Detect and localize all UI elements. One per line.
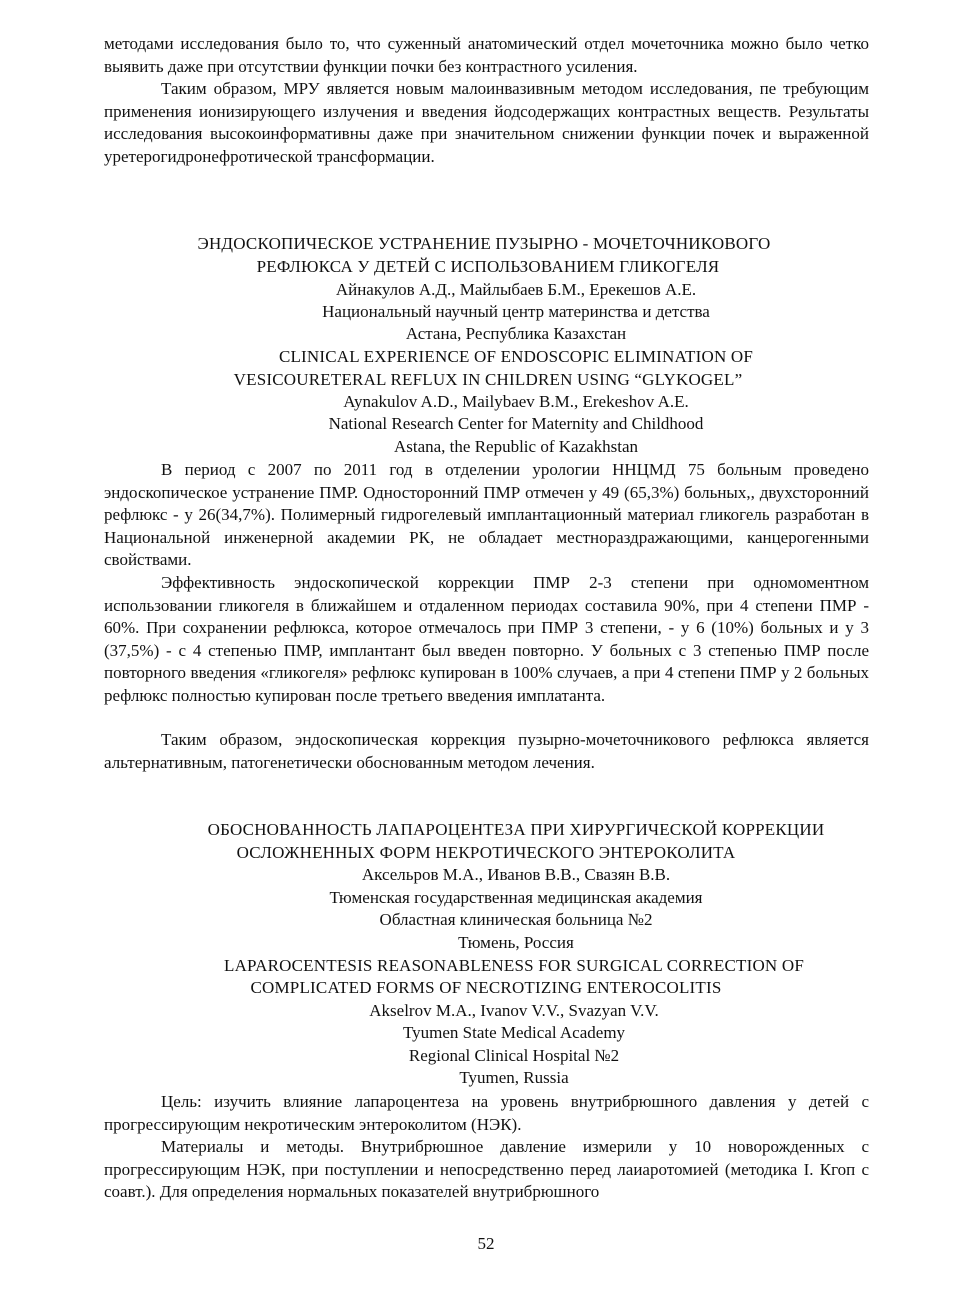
article-1-city-en: Astana, the Republic of Kazakhstan [393,437,639,456]
article-1-body-paragraph-1: В период с 2007 по 2011 год в отделении урологии ННЦМД 75 больным проведено эндоскопическое устранение ПМР. Односторонний ПМР отмечен у 49 (65,3%) больных,, двухсторонний рефлюкс - у 26(34,7%). Полимерный гидрогелевый имплантационный материал гликогель разработан в Национальной инженерной академии РК, не обладает местнораздражающими, канцерогенными свойствами. [104,460,869,569]
article-2-institution-en-2: Regional Clinical Hospital №2 [408,1046,620,1065]
article-2-city-en: Tyumen, Russia [459,1068,569,1087]
article-2-institution-ru-2: Областная клиническая больница №2 [379,910,653,929]
intro-conclusion-paragraph: Таким образом, МРУ является новым малоинвазивным методом исследования, пе требующим применения ионизирующего излучения и введения йодсодержащих контрастных веществ. Результаты исследования высокоинформативны даже при значительном снижении функции почек и выраженной уретерогидронефротической трансформации. [104,79,869,166]
intro-paragraph-continued: методами исследования было то, что суженный анатомический отдел мочеточника можно было четко выявить даже при отсутствии функции почки без контрастного усиления. [104,34,869,76]
article-2-authors-ru: Аксельров М.А., Иванов В.В., Свазян В.В. [361,865,671,884]
article-1-title-en-line-2: VESICOURETERAL REFLUX IN CHILDREN USING “GLYKOGEL” [233,370,743,389]
article-1-body-paragraph-2: Эффективность эндоскопической коррекции ПМР 2-3 степени при одномоментном использовании гликогеля в ближайшем и отдаленном периодах составила 90%, при 4 степени ПМР - 60%. При сохранении рефлюкса, которое отмечалось при ПМР 3 степени, - у 6 (10%) больных и у 3 (37,5%) - с 4 степенью ПМР, имплантант был введен повторно. У больных с 3 степенью ПМР после повторного введения «гликогеля» рефлюкс купирован в 100% случаев, а при 4 степени ПМР у 2 больных рефлюкс полностью купирован после третьего введения имплатанта. [104,573,869,705]
article-1-body-paragraph-3: Таким образом, эндоскопическая коррекция пузырно-мочеточникового рефлюкса является альтернативным, патогенетически обоснованным методом лечения. [104,730,869,772]
article-2-body-paragraph-2: Материалы и методы. Внутрибрюшное давление измерили у 10 новорожденных с прогрессирующим НЭК, при поступлении и непосредственно перед лаиаротомией (методика I. Кгоп с соавт.). Для определения нормальных показателей внутрибрюшного [104,1137,869,1201]
article-2-institution-ru-1: Тюменская государственная медицинская академия [329,888,703,907]
article-1-authors-en: Aynakulov A.D., Mailybaev B.M., Erekeshov A.E. [343,392,689,411]
article-2-title-en-line-1: LAPAROCENTESIS REASONABLENESS FOR SURGICAL CORRECTION OF [224,956,804,975]
article-2-title-en-line-2: COMPLICATED FORMS OF NECROTIZING ENTEROCOLITIS [250,978,722,997]
article-1-authors-ru: Айнакулов А.Д., Майлыбаев Б.М., Ерекешов А.Е. [335,280,697,299]
article-1-title-ru-line-1: ЭНДОСКОПИЧЕСКОЕ УСТРАНЕНИЕ ПУЗЫРНО - МОЧЕТОЧНИКОВОГО [197,234,771,253]
article-1-title-en-line-1: CLINICAL EXPERIENCE OF ENDOSCOPIC ELIMINATION OF [278,347,754,366]
article-2-title-ru-line-2: ОСЛОЖНЕННЫХ ФОРМ НЕКРОТИЧЕСКОГО ЭНТЕРОКОЛИТА [236,843,736,862]
article-1-city-ru: Астана, Республика Казахстан [405,324,627,343]
article-2-city-ru: Тюмень, Россия [458,933,574,952]
article-1-title-ru-line-2: РЕФЛЮКСА У ДЕТЕЙ С ИСПОЛЬЗОВАНИЕМ ГЛИКОГЕЛЯ [256,257,720,276]
article-2-institution-en-1: Tyumen State Medical Academy [402,1023,626,1042]
article-1-institution-ru: Национальный научный центр материнства и детства [322,302,710,321]
article-2-title-ru-line-1: ОБОСНОВАННОСТЬ ЛАПАРОЦЕНТЕЗА ПРИ ХИРУРГИЧЕСКОЙ КОРРЕКЦИИ [207,820,825,839]
article-2-body-paragraph-1: Цель: изучить влияние лапароцентеза на уровень внутрибрюшного давления у детей с прогрессирующим некротическим энтероколитом (НЭК). [104,1092,869,1134]
page-number: 52 [477,1234,495,1253]
article-1-institution-en: National Research Center for Maternity and Childhood [328,414,704,433]
article-2-authors-en: Akselrov M.A., Ivanov V.V., Svazyan V.V. [369,1001,659,1020]
